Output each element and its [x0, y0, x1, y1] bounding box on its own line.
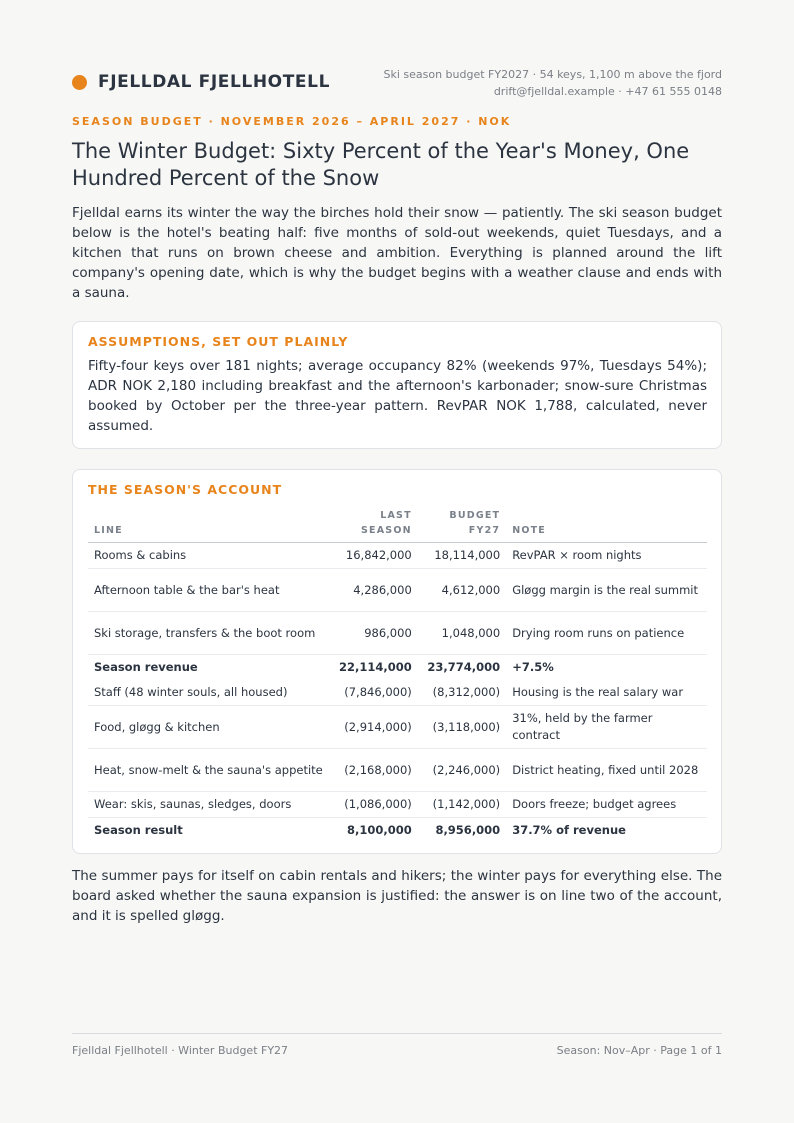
cell-note: Gløgg margin is the real summit	[506, 569, 707, 612]
cell-budget: 8,956,000	[435, 823, 501, 837]
cell-line: Season result	[94, 823, 183, 837]
cell-note: 37.7% of revenue	[512, 823, 626, 837]
table-row	[88, 706, 707, 749]
column-header-line: LINE	[88, 508, 329, 543]
footer-right: Season: Nov–Apr · Page 1 of 1	[556, 1044, 722, 1057]
cell-budget: (1,142,000)	[418, 792, 506, 818]
table-row	[88, 680, 707, 706]
assumptions-card	[72, 321, 722, 449]
document-page	[72, 0, 722, 1123]
table-header-row	[88, 508, 707, 543]
cell-note: Housing is the real salary war	[506, 680, 707, 706]
cell-budget: 4,612,000	[418, 569, 506, 612]
cell-note: RevPAR × room nights	[506, 543, 707, 569]
cell-note: District heating, fixed until 2028	[506, 749, 707, 792]
cell-line: Food, gløgg & kitchen	[88, 706, 329, 749]
account-table	[88, 508, 707, 843]
cell-note: 31%, held by the farmer contract	[506, 706, 707, 749]
closing-paragraph: The summer pays for itself on cabin rentals and hikers; the winter pays for everything else. The board asked whether the sauna expansion is justified: the answer is on line two of the account, and it is spelled gløgg.	[72, 868, 722, 924]
table-row	[88, 543, 707, 569]
cell-budget: (8,312,000)	[418, 680, 506, 706]
cell-line: Ski storage, transfers & the boot room	[88, 612, 329, 655]
cell-last-season: 8,100,000	[347, 823, 412, 837]
column-header-note: NOTE	[506, 508, 707, 543]
cell-line: Staff (48 winter souls, all housed)	[88, 680, 329, 706]
assumptions-text: Fifty-four keys over 181 nights; average occupancy 82% (weekends 97%, Tuesdays 54%); ADR NOK 2,180 including breakfast and the afternoon's karbonader; snow-sure Christmas booked by October per the three-year pattern. RevPAR NOK 1,788, calculated, never assumed.	[88, 358, 707, 434]
cell-budget: (2,246,000)	[418, 749, 506, 792]
cell-budget: 18,114,000	[418, 543, 506, 569]
column-header-last-season: LAST SEASON	[329, 508, 417, 543]
cell-line: Afternoon table & the bar's heat	[88, 569, 329, 612]
cell-last-season: 22,114,000	[339, 660, 412, 674]
assumptions-heading: ASSUMPTIONS, SET OUT PLAINLY	[88, 334, 349, 349]
intro-paragraph: Fjelldal earns its winter the way the birches hold their snow — patiently. The ski season budget below is the hotel's beating half: five months of sold-out weekends, quiet Tuesdays, and a kitchen that runs on brown cheese and ambition. Everything is planned around the lift company's opening date, which is why the budget begins with a weather clause and ends with a sauna.	[72, 205, 722, 301]
table-row	[88, 612, 707, 655]
cell-last-season: (2,168,000)	[329, 749, 417, 792]
table-row	[88, 749, 707, 792]
cell-last-season: 16,842,000	[329, 543, 417, 569]
footer-left: Fjelldal Fjellhotell · Winter Budget FY27	[72, 1044, 289, 1057]
cell-last-season: 986,000	[329, 612, 417, 655]
cell-line: Rooms & cabins	[88, 543, 329, 569]
page-title: The Winter Budget: Sixty Percent of the Year's Money, One Hundred Percent of the Snow	[72, 139, 690, 190]
cell-line: Heat, snow-melt & the sauna's appetite	[88, 749, 329, 792]
cell-line: Season revenue	[94, 660, 198, 674]
account-card	[72, 469, 722, 854]
table-row-revenue-total	[88, 655, 707, 681]
cell-budget: (3,118,000)	[418, 706, 506, 749]
brand	[72, 72, 330, 92]
cell-line: Wear: skis, saunas, sledges, doors	[88, 792, 329, 818]
cell-last-season: (2,914,000)	[329, 706, 417, 749]
column-header-budget: BUDGET FY27	[418, 508, 506, 543]
table-row-season-result	[88, 818, 707, 844]
page-footer	[72, 1033, 722, 1057]
cell-budget: 1,048,000	[418, 612, 506, 655]
cell-budget: 23,774,000	[427, 660, 501, 674]
cell-last-season: (1,086,000)	[329, 792, 417, 818]
table-row	[88, 792, 707, 818]
account-heading: THE SEASON'S ACCOUNT	[88, 482, 283, 497]
contact-block	[383, 66, 722, 100]
contact-line-email-phone: drift@fjelldal.example · +47 61 555 0148	[493, 85, 722, 98]
cell-note: Doors freeze; budget agrees	[506, 792, 707, 818]
letterhead	[72, 64, 722, 100]
brand-name: FJELLDAL FJELLHOTELL	[98, 72, 331, 92]
cell-last-season: (7,846,000)	[329, 680, 417, 706]
contact-line-budget: Ski season budget FY2027 · 54 keys, 1,100 m above the fjord	[383, 68, 722, 81]
table-row	[88, 569, 707, 612]
cell-note: Drying room runs on patience	[506, 612, 707, 655]
cell-note: +7.5%	[512, 660, 554, 674]
brand-dot-icon	[72, 75, 87, 90]
kicker: SEASON BUDGET · NOVEMBER 2026 – APRIL 2027 · NOK	[72, 115, 512, 128]
cell-last-season: 4,286,000	[329, 569, 417, 612]
